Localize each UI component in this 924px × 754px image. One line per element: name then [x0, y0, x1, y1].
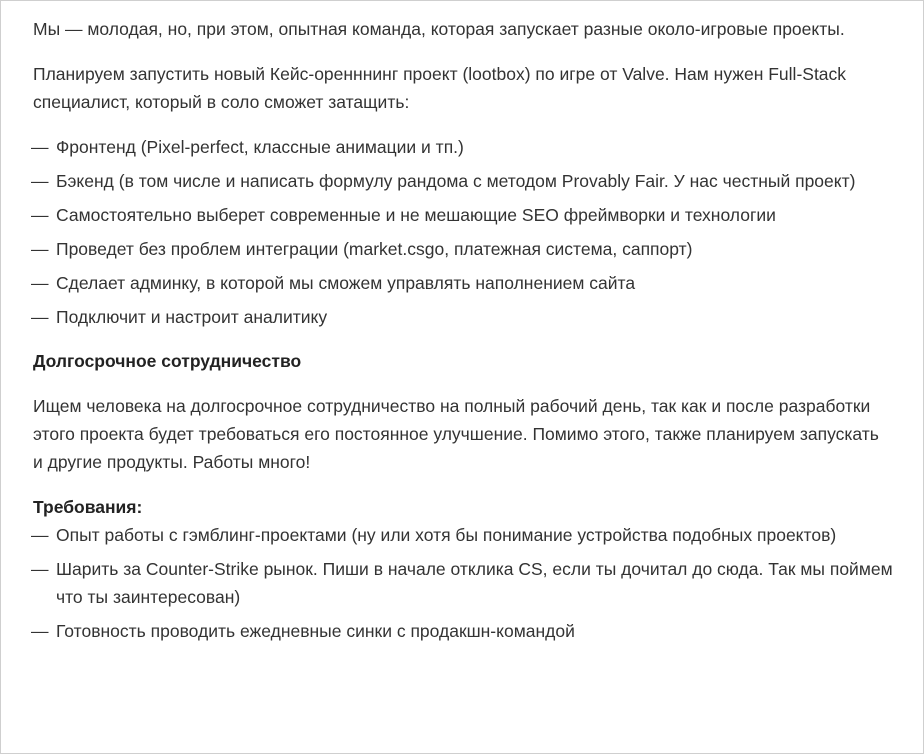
requirements-list [33, 521, 893, 645]
intro-paragraph-2: Планируем запустить новый Кейс-оpенннинг проект (lootbox) по игре от Valve. Нам нужен Full-Stack специалист, который в соло сможет затащить: [33, 64, 847, 112]
list-item [33, 269, 893, 297]
cooperation-heading: Долгосрочное сотрудничество [33, 351, 302, 371]
dash-marker: — [31, 559, 49, 579]
tasks-list [33, 133, 893, 331]
dash-marker: — [31, 137, 49, 157]
list-item-text: Шарить за Counter-Strike рынок. Пиши в начале отклика CS, если ты дочитал до сюда. Так мы поймем что ты заинтересован) [56, 559, 893, 607]
cooperation-paragraph: Ищем человека на долгосрочное сотрудничество на полный рабочий день, так как и после разработки этого проекта будет требоваться его постоянное улучшение. Помимо этого, также планируем запускать и другие продукты. Работы много! [33, 396, 879, 472]
dash-marker: — [31, 273, 49, 293]
list-item-text: Бэкенд (в том числе и написать формулу рандома с методом Provably Fair. У нас честный проект) [56, 171, 856, 191]
list-item-text: Проведет без проблем интеграции (market.csgo, платежная система, саппорт) [56, 239, 693, 259]
list-item-text: Фронтенд (Pixel-perfect, классные анимации и тп.) [56, 137, 464, 157]
intro-paragraph-1: Мы — молодая, но, при этом, опытная команда, которая запускает разные около-игровые проекты. [33, 19, 845, 39]
dash-marker: — [31, 621, 49, 641]
list-item-text: Сделает админку, в которой мы сможем управлять наполнением сайта [56, 273, 636, 293]
dash-marker: — [31, 307, 49, 327]
list-item-text: Готовность проводить ежедневные синки с продакшн-командой [56, 621, 575, 641]
description-content [33, 15, 893, 661]
requirements-heading: Требования: [33, 497, 143, 517]
dash-marker: — [31, 205, 49, 225]
list-item-text: Опыт работы с гэмблинг-проектами (ну или хотя бы понимание устройства подобных проектов) [56, 525, 837, 545]
dash-marker: — [31, 525, 49, 545]
list-item [33, 235, 893, 263]
list-item [33, 555, 893, 611]
list-item [33, 521, 893, 549]
list-item [33, 133, 893, 161]
list-item-text: Самостоятельно выберет современные и не мешающие SEO фреймворки и технологии [56, 205, 776, 225]
list-item [33, 167, 893, 195]
list-item [33, 201, 893, 229]
list-item-text: Подключит и настроит аналитику [56, 307, 328, 327]
list-item [33, 303, 893, 331]
dash-marker: — [31, 239, 49, 259]
dash-marker: — [31, 171, 49, 191]
list-item [33, 617, 893, 645]
